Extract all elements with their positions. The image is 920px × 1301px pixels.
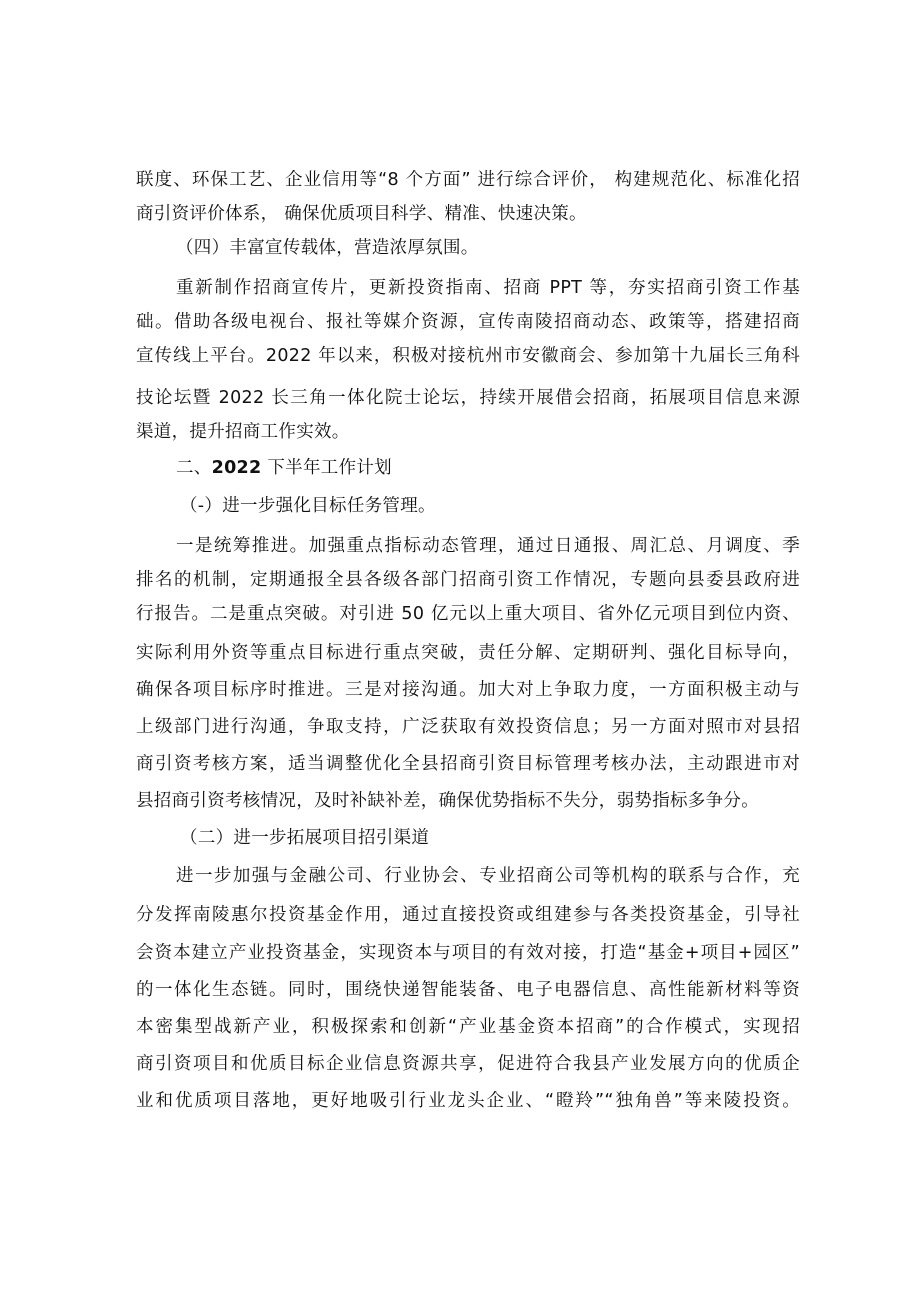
paragraph2-line-4: 技论坛暨 2022 长三角一体化院士论坛，持续开展借会招商，拓展项目信息来源: [136, 388, 800, 408]
paragraph3-line-1: 一是统筹推进。加强重点指标动态管理，通过日通报、周汇总、月调度、季: [176, 536, 800, 556]
section-heading-2-year: 2022: [211, 458, 262, 478]
heading-section-4: （四）丰富宣传载体，营造浓厚氛围。: [176, 238, 479, 258]
paragraph1-line-2: 商引资评价体系， 确保优质项目科学、精准、快速决策。: [136, 204, 587, 224]
paragraph3-line-3: 行报告。二是重点突破。对引进 50 亿元以上重大项目、省外亿元项目到位内资、: [136, 604, 800, 624]
heading-subsection-1: （-）进一步强化目标任务管理。: [180, 496, 436, 516]
paragraph4-line-2: 分发挥南陵惠尔投资基金作用，通过直接投资或组建参与各类投资基金，引导社: [136, 905, 800, 925]
paragraph2-line-5: 渠道，提升招商工作实效。: [136, 422, 350, 442]
paragraph2-line-2: 础。借助各级电视台、报社等媒介资源，宣传南陵招商动态、政策等，搭建招商: [136, 312, 800, 332]
paragraph3-line-4: 实际利用外资等重点目标进行重点突破，责任分解、定期研判、强化目标导向，: [136, 643, 800, 663]
paragraph4-line-7: 业和优质项目落地，更好地吸引行业龙头企业、“瞪羚”“独角兽”等来陵投资。: [136, 1091, 800, 1111]
paragraph4-line-3: 会资本建立产业投资基金，实现资本与项目的有效对接，打造“基金+项目+园区”: [136, 943, 800, 963]
paragraph4-line-5: 本密集型战新产业，积极探索和创新“产业基金资本招商”的合作模式，实现招: [136, 1017, 800, 1037]
paragraph1-line-1: 联度、环保工艺、企业信用等“8 个方面” 进行综合评价， 构建规范化、标准化招: [136, 170, 800, 190]
paragraph3-line-2: 排名的机制，定期通报全县各级各部门招商引资工作情况，专题向县委县政府进: [136, 570, 800, 590]
paragraph4-line-4: 的一体化生态链。同时，围绕快递智能装备、电子电器信息、高性能新材料等资: [136, 980, 800, 1000]
paragraph3-line-7: 商引资考核方案，适当调整优化全县招商引资目标管理考核办法，主动跟进市对: [136, 754, 800, 774]
heading-subsection-2: （二）进一步拓展项目招引渠道: [180, 828, 430, 848]
paragraph2-line-1: 重新制作招商宣传片，更新投资指南、招商 PPT 等，夯实招商引资工作基: [176, 278, 800, 298]
paragraph2-line-3: 宣传线上平台。2022 年以来，积极对接杭州市安徽商会、参加第十九届长三角科: [136, 346, 800, 366]
paragraph3-line-6: 上级部门进行沟通，争取支持，广泛获取有效投资信息；另一方面对照市对县招: [136, 717, 800, 737]
paragraph3-line-8: 县招商引资考核情况，及时补缺补差，确保优势指标不失分，弱势指标多争分。: [136, 791, 759, 811]
paragraph4-line-6: 商引资项目和优质目标企业信息资源共享，促进符合我县产业发展方向的优质企: [136, 1054, 800, 1074]
section-heading-2: [176, 456, 736, 480]
paragraph4-line-1: 进一步加强与金融公司、行业协会、专业招商公司等机构的联系与合作，充: [176, 866, 800, 886]
paragraph3-line-5: 确保各项目标序时推进。三是对接沟通。加大对上争取力度，一方面积极主动与: [136, 680, 800, 700]
section-heading-2-text: 二、2022 下半年工作计划: [176, 458, 392, 478]
